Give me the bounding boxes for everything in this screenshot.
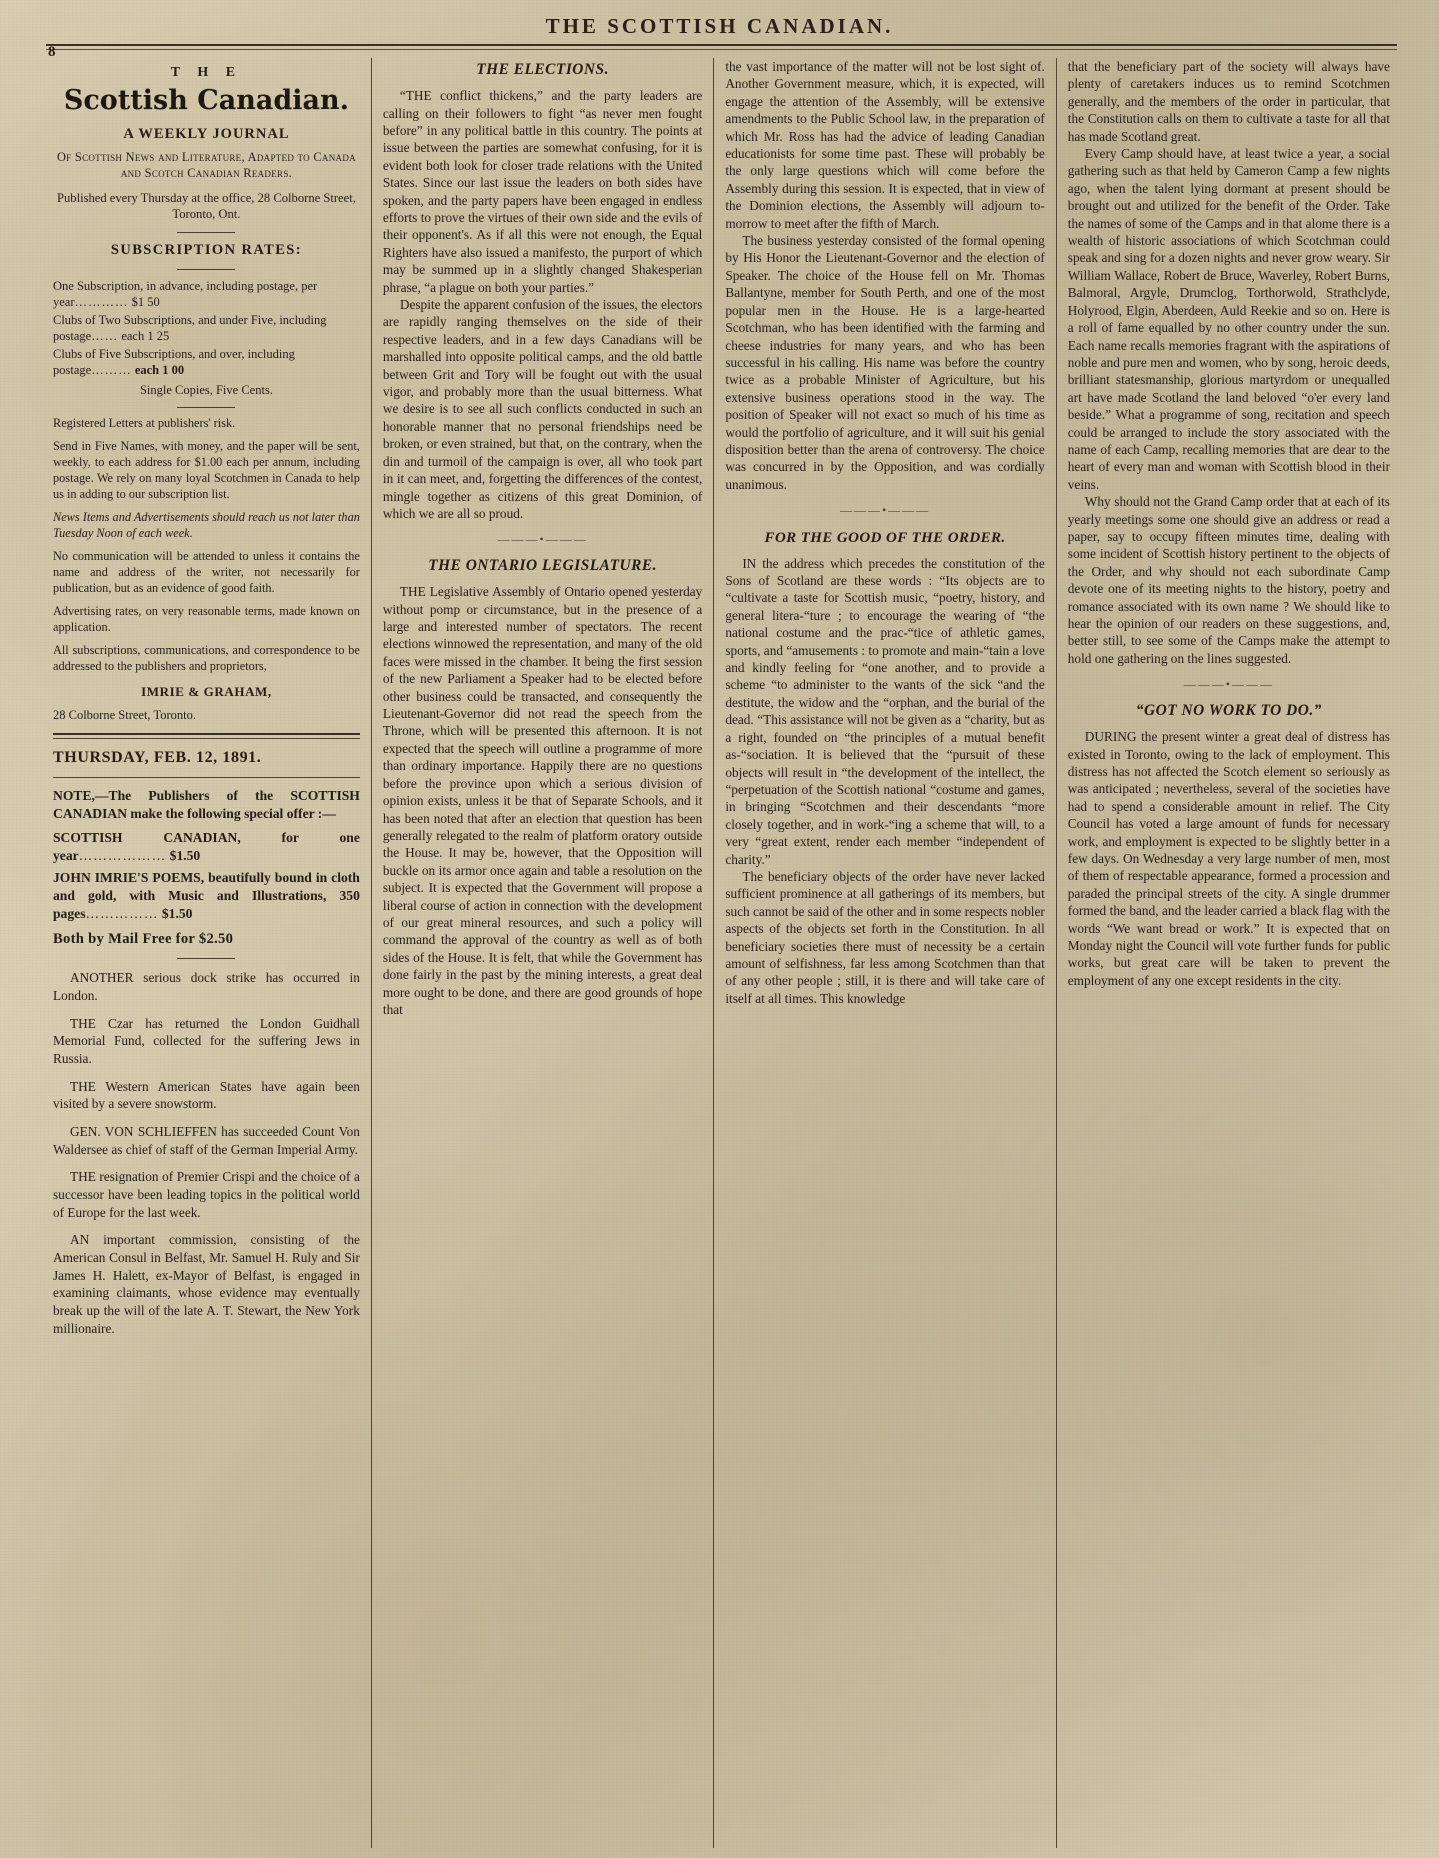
page-number: 8 xyxy=(48,44,56,60)
article-heading-ontario-legislature: THE ONTARIO LEGISLATURE. xyxy=(428,557,657,575)
brief-item: ANOTHER serious dock strike has occurred in London. xyxy=(53,970,360,1003)
ornament-divider xyxy=(1068,677,1390,693)
article-paragraph: IN the address which precedes the constitution of the Sons of Scotland are these words : “Its objects are to “cultivate a taste for Scottish music, “poetry, history, and general litera-“ture ; to encourage the wearing of “the national costume and the prac-“tice of athletic games, sports, and “amusements : to promote and main-“tain a love and kindly feeling for “one another, and to provide a scheme “to administer to the wants of the sick “and the destitute, the widow and the “orphan, and the burial of the dead. “This assistance will not be given as a “charity, but as a right, founded on “the principles of a mutual benefit as-“sociation. It is believed that the “pursuit of these objects will result in “the development of the intellect, the “perpetuation of the Scottish national “costume and games, in bringing “Scotchmen and their descendants “more closely together, and in work-“ing a scheme that will, to a very “great extent, render each member “independent of charity.” xyxy=(725,555,1045,867)
news-items-note: News Items and Advertisements should reach us not later than Tuesday Noon of each week. xyxy=(53,510,360,541)
column-1 xyxy=(42,58,371,1848)
no-communication-note: No communication will be attended to unless it contains the name and address of the writer, not necessarily for publication, but as an evidence of good faith. xyxy=(53,549,360,595)
five-names-note: Send in Five Names, with money, and the paper will be sent, weekly, to each address for $1.00 each per annum, including postage. We rely on many loyal Scotchmen in Canada to help us in adding to our subscription list. xyxy=(53,439,360,502)
running-head: THE SCOTTISH CANADIAN. xyxy=(545,14,894,38)
article-paragraph: The business yesterday consisted of the formal opening by His Honor the Lieutenant-Governor and the election of Speaker. The choice of the House fell on Mr. Thomas Ballantyne, member for South Perth, and one of the most popular men in the House. He is a large-hearted Scotchman, who has been identified with the farming and cheese industries for many years, and who has been successful in his calling. His name was before the country twice as a probable Minister of Agriculture, but his extensive business operations stood in the way. The position of Speaker will not exact so much of his time as would the portfolio of agriculture, and it will suit his genial disposition better than the arena of controversy. The choice was concurred in by the Opposition, and was cordially unanimous. xyxy=(725,233,1045,492)
rate-row: One Subscription, in advance, including postage, per year………… $1 50 xyxy=(53,278,318,310)
dateline: THURSDAY, FEB. 12, 1891. xyxy=(53,749,262,767)
article-paragraph: Why should not the Grand Camp order that at each of its yearly meetings some one should give an address or read a paper, say to occupy fifteen minutes time, dealing with some incident of Scottish history pertinent to the objects of the Order, and why should not each subordinate Camp devote one of its meeting nights to the history, poetry and romance associated with its own name ? We should like to hear the opinion of our readers on these suggestions, and, better still, to see some of the Camps make the attempt to hold one gathering on the lines suggested. xyxy=(1067,494,1390,666)
nameplate-description: Of Scottish News and Literature, Adapted to Canada and Scotch Canadian Readers. xyxy=(56,149,356,180)
nameplate-the: T H E xyxy=(170,65,243,80)
article-paragraph: THE Legislative Assembly of Ontario opened yesterday without pomp or circumstance, but in the presence of a large and interested number of spectators. The recent elections winnowed the representation, and many of the old faces were missed in the chamber. It being the first session of the new Parliament a Speaker had to be elected before other business could be transacted, and consequently the Lieutenant-Governor did not read the speech from the Throne, which will be presented this afternoon. It is not expected that the speech will outline a programme of more than ordinary importance. Happily there are no questions before the province upon which a serious division of opinion exists, unless it be that of Separate Schools, and it has been noted that after an election that question has been generally relegated to the realm of platform oratory outside the House. It may be, however, that the Opposition will buckle on its armor once again and table a resolution on the subject. It is expected that the Government will propose a liberal course of action in connection with the development of our great mineral resources, and such a policy will command the approval of the country as well as of both sides of the House. It is felt, that while the Government has done fairly in the past by the mining interests, a great deal more ought to be done, and there are good grounds of hope that xyxy=(382,584,703,1017)
article-heading-no-work: “GOT NO WORK TO DO.” xyxy=(1135,701,1322,719)
article-paragraph: Despite the apparent confusion of the issues, the electors are rapidly ranging themselves on the side of their respective leaders, and in a few days Canadians will be marshalled into opposite political camps, and the old battle between Grit and Tory will be fought out with the usual vigor, and probably more than the usual bitterness. What we desire is to see all such conflicts conducted in such an honorable manner that no personal friendships need be broken, or even strained, but that, on the contrary, when the din and turmoil of the campaign is over, all who took part in it can meet, and, forgetting the differences of the contest, mingle together as citizens of this great Dominion, of which we are all so proud. xyxy=(382,297,703,521)
offer-both: Both by Mail Free for $2.50 xyxy=(53,930,234,947)
offer-line: JOHN IMRIE'S POEMS, beautifully bound in cloth and gold, with Music and Illustrations, 350 pages…………… $1.50 xyxy=(53,869,360,921)
divider xyxy=(177,269,235,270)
divider xyxy=(177,232,235,233)
divider xyxy=(177,958,235,959)
rate-row: Clubs of Five Subscriptions, and over, including postage……… each 1 00 xyxy=(53,346,295,378)
offer-line: SCOTTISH CANADIAN, for one year……………… $1.50 xyxy=(53,830,360,864)
column-2 xyxy=(371,58,713,1848)
article-paragraph-continued: the vast importance of the matter will not be lost sight of. Another Government measure, which, it is expected, will engage the attention of the Assembly, will be extensive amendments to the Public School law, in the preparation of which Mr. Ross has had the advice of leading Canadian educationists for some time past. These will probably be the only large questions which will come before the Assembly during this session. It is expected, that in view of the Dominion elections, the Assembly will adjourn to-morrow to meet after the fifth of March. xyxy=(725,59,1045,231)
rate-row: Clubs of Two Subscriptions, and under Five, including postage…… each 1 25 xyxy=(53,312,327,344)
column-grid xyxy=(42,58,1401,1848)
nameplate-subtitle: A WEEKLY JOURNAL xyxy=(123,125,290,142)
all-subscriptions-note: All subscriptions, communications, and correspondence to be addressed to the publishers and proprietors, xyxy=(53,642,360,673)
brief-item: AN important commission, consisting of the American Consul in Belfast, Mr. Samuel H. Ruly and Sir James H. Halett, ex-Mayor of Belfast, is engaged in examining claimants, whose evidence may eventually break up the will of the late A. T. Stewart, the New York millionaire. xyxy=(53,1232,360,1336)
article-paragraph: DURING the present winter a great deal of distress has existed in Toronto, owing to the lack of employment. This distress has not affected the Scotch element so seriously as was anticipated ; nevertheless, several of the societies have had to spend a considerable amount in relief. The City Council has voted a large amount of funds for necessary work, and employment is expected to be slightly better in a few days. On Wednesday a very large number of men, most of them of respectable appearance, formed a procession and paraded the principal streets of the city. A single drummer formed the band, and the leader carried a black flag with the words “We want bread or work.” It is expected that on Monday night the Council will vote further funds for public works, but great care will be taken to prevent the employment of any one except residents in the city. xyxy=(1067,729,1390,988)
column-4 xyxy=(1056,58,1401,1848)
publisher-address: 28 Colborne Street, Toronto. xyxy=(53,707,196,722)
brief-item: THE resignation of Premier Crispi and the choice of a successor have been leading topics in the political world of Europe for the last week. xyxy=(53,1169,360,1220)
subscription-rates xyxy=(53,278,360,399)
ornament-divider xyxy=(725,503,1044,519)
registered-letters: Registered Letters at publishers' risk. xyxy=(53,416,236,431)
nameplate-published: Published every Thursday at the office, 28 Colborne Street, Toronto, Ont. xyxy=(56,190,356,222)
subscription-heading: SUBSCRIPTION RATES: xyxy=(110,241,302,258)
article-heading-elections: THE ELECTIONS. xyxy=(476,61,609,78)
header-rule-thin xyxy=(46,49,1397,50)
divider-thin xyxy=(53,777,360,778)
brief-item: GEN. VON SCHLIEFFEN has succeeded Count Von Waldersee as chief of staff of the German Imperial Army. xyxy=(53,1123,360,1157)
column-3 xyxy=(713,58,1055,1848)
publisher-signature: IMRIE & GRAHAM, xyxy=(141,683,272,699)
advertising-note: Advertising rates, on very reasonable terms, made known on application. xyxy=(53,603,360,634)
ornament-divider xyxy=(383,532,702,548)
article-paragraph: The beneficiary objects of the order have never lacked sufficient prominence at all gatherings of its members, but such cannot be said of the other and in some respects nobler aspects of the objects set forth in the Constitution. In all beneficiary societies there must of necessity be a certain amount of selfishness, far less among Scotchmen than that of any other people ; still, it is there and will take care of itself at all times. This knowledge xyxy=(725,868,1045,1006)
brief-item: THE Czar has returned the London Guidhall Memorial Fund, collected for the suffering Jews in Russia. xyxy=(53,1015,360,1066)
article-heading-good-of-order: FOR THE GOOD OF THE ORDER. xyxy=(764,529,1006,546)
divider xyxy=(177,407,235,408)
article-paragraph-continued: that the beneficiary part of the society will always have plenty of caretakers induces us to remind Scotchmen generally, and the members of the order in particular, that the Constitution calls on them to cultivate a taste for all that has made Scotland great. xyxy=(1067,59,1390,144)
header-rule-thick xyxy=(46,44,1397,46)
special-offer xyxy=(53,787,360,949)
nameplate-title: Scottish Canadian. xyxy=(63,85,350,117)
offer-note: NOTE,—The Publishers of the SCOTTISH CANADIAN make the following special offer :— xyxy=(53,788,360,822)
single-copies: Single Copies, Five Cents. xyxy=(139,382,273,397)
divider-thick xyxy=(53,733,360,735)
divider-thin xyxy=(53,738,360,739)
article-paragraph: “THE conflict thickens,” and the party leaders are calling on their followers to fight “as never men fought before” in any political battle in this country. The points at issue between the parties are somewhat confusing, for it is evident both look for closer trade relations with the United States. Since our last issue the leaders on both sides have spoken, and the party papers have been engaged in endless efforts to prove the virtues of their own side and the evils of their opponent's. As if all this were not enough, the Equal Righters have also issued a manifesto, the purport of which may be summed up in a slightly changed Shakesperian phrase, “a plague on both your parties.” xyxy=(382,88,703,295)
article-paragraph: Every Camp should have, at least twice a year, a social gathering such as that held by Cameron Camp a few nights ago, when the talent lying dormant at present should be brought out and utilized for the benefit of the Order. Take the names of some of the Camps and in that alome there is a wealth of historic associations of which Scotchman could speak and sing for a dozen nights and never grow weary. Sir William Wallace, Robert de Bruce, Waverley, Robert Burns, Balmoral, Argyle, Drumclog, Torthorwold, Strathclyde, Holyrood, Elgin, Aberdeen, Auld Reekie and so on. Here is a roll of fame equalled by no other country under the sun. Each name recalls memories fragrant with the aspirations of noble and pure men and women, who by song, heroic deeds, brilliant statesmanship, glorious martyrdom or unequalled art have made Scotland the land beloved “o'er every land beside.” What a programme of song, recitation and speech could be arranged to include the story associated with the name of each Camp, recalling memories that are dear to the heart of every man and woman with Scottish blood in their veins. xyxy=(1067,146,1390,492)
brief-item: THE Western American States have again been visited by a severe snowstorm. xyxy=(53,1078,360,1112)
